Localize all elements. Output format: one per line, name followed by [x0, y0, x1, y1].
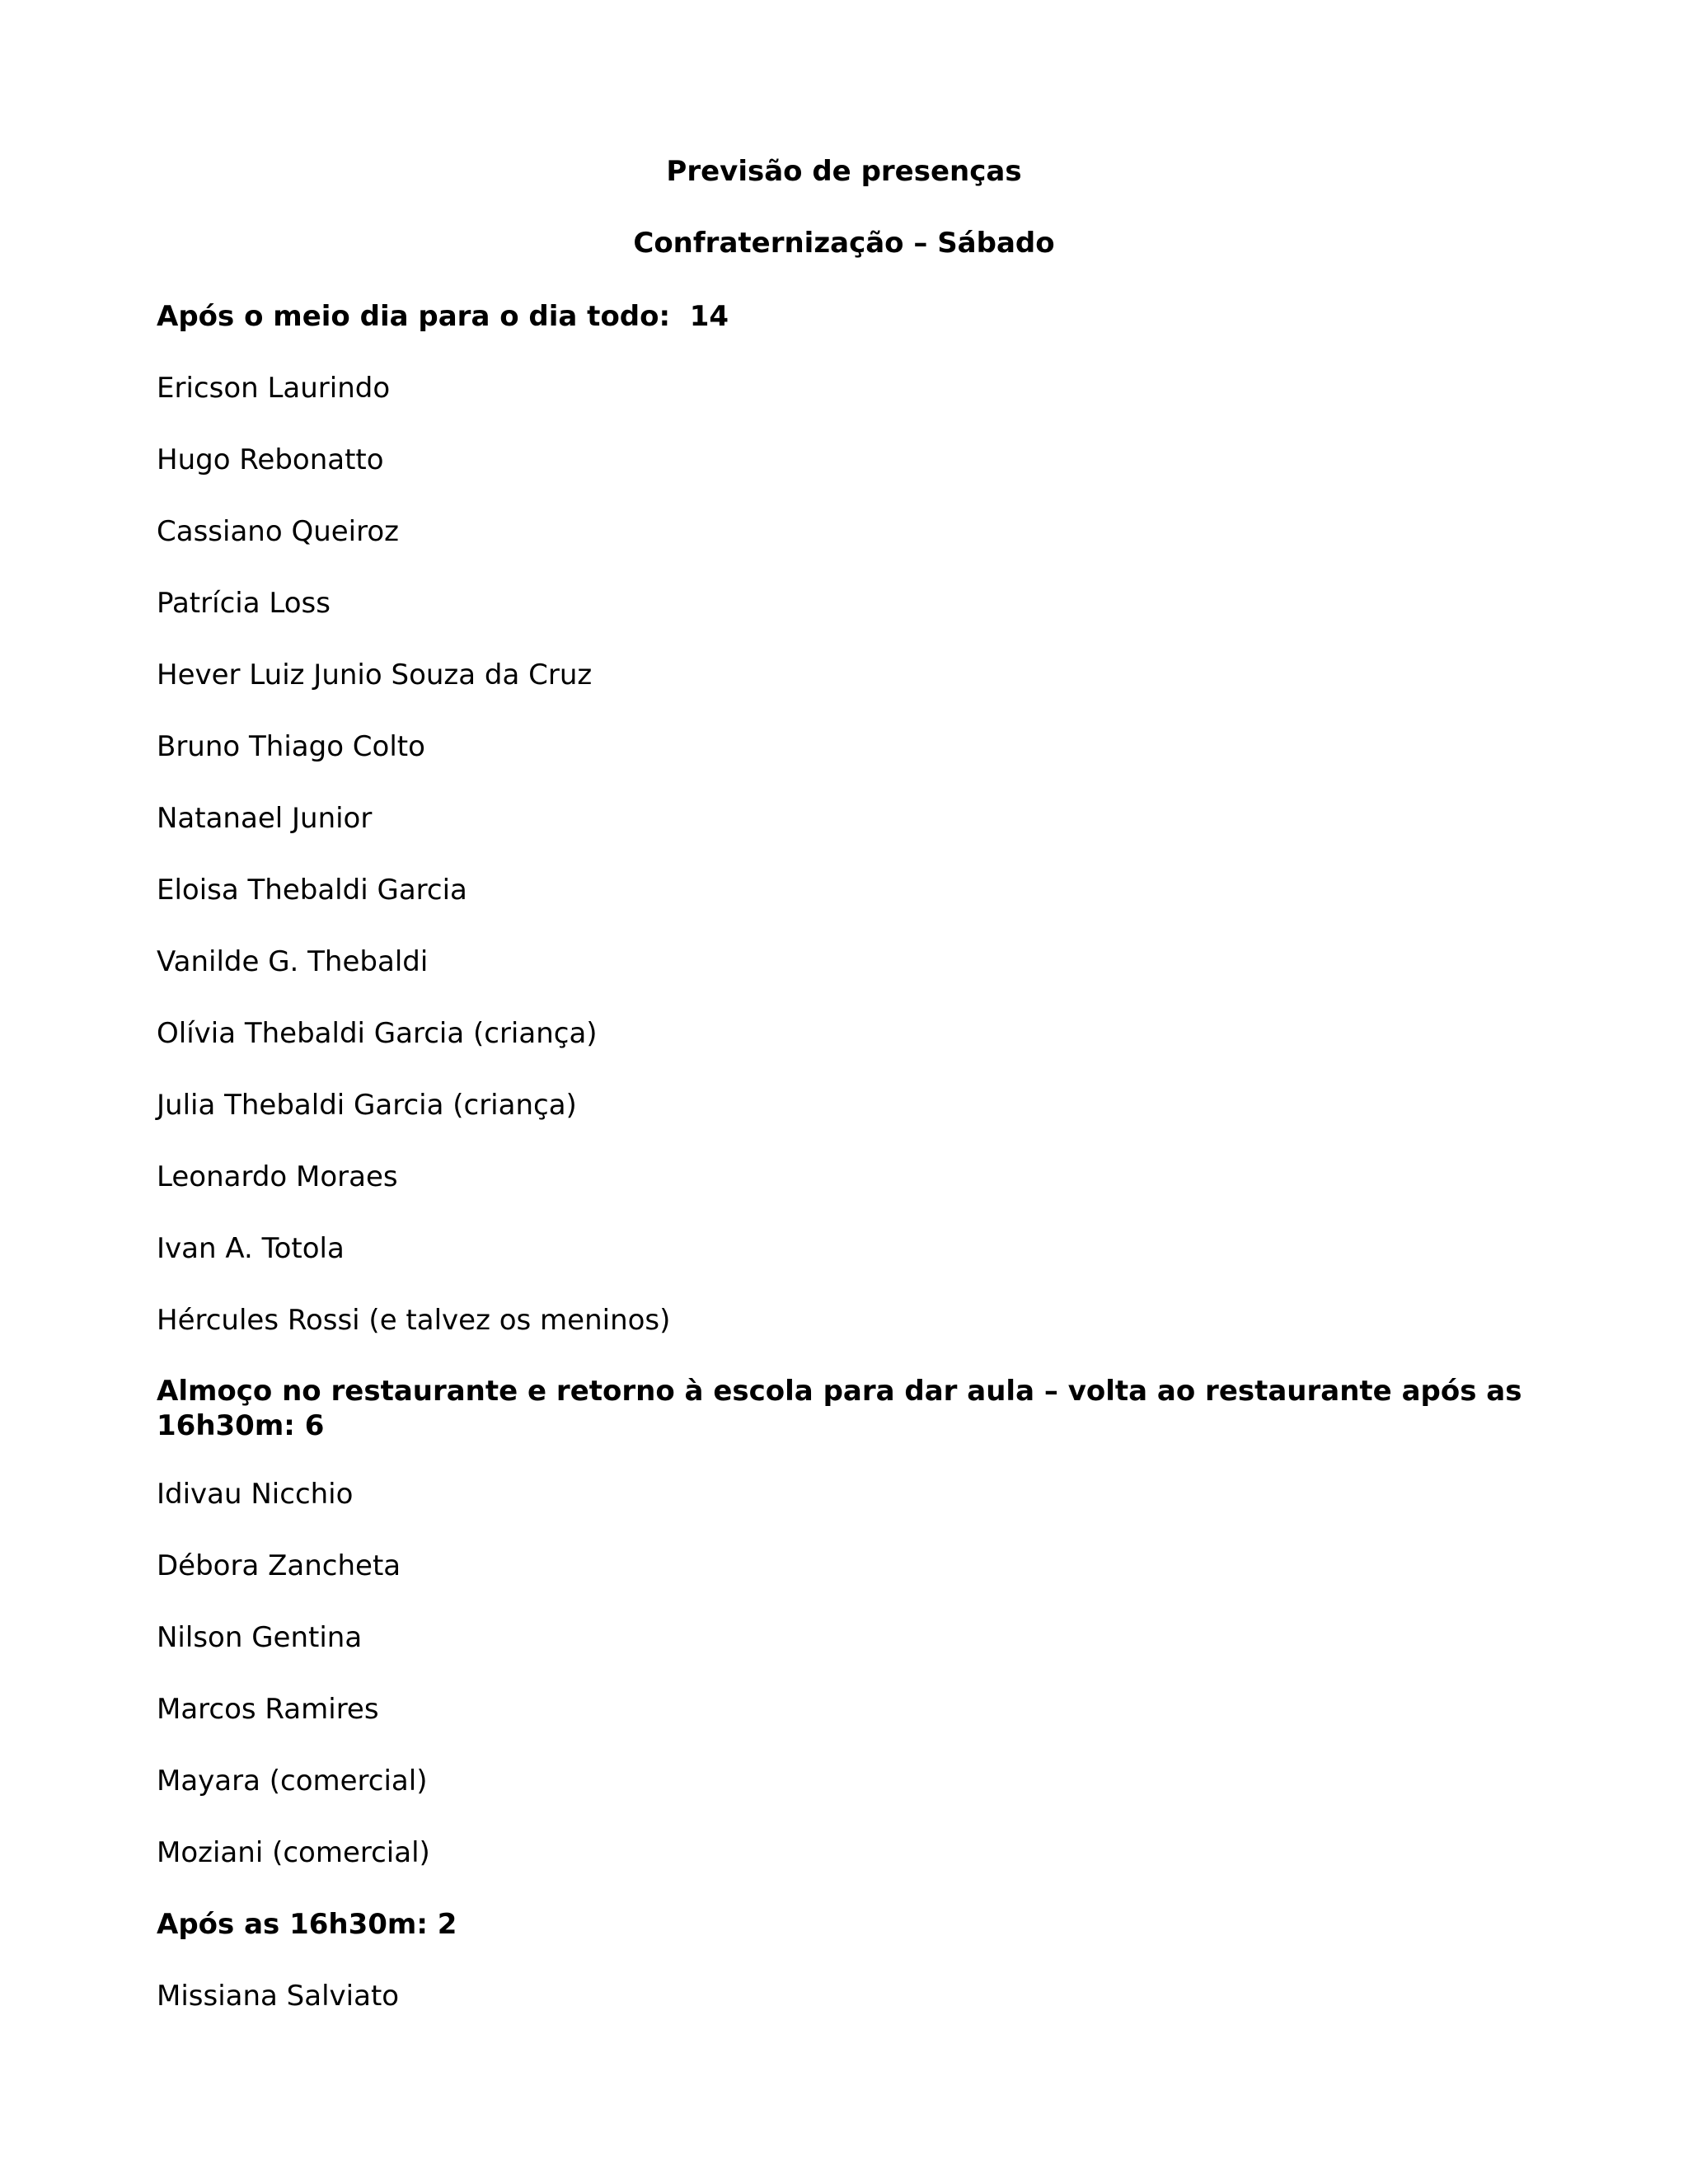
- attendee-list: [157, 1978, 1541, 2014]
- section-lunch-and-return: [157, 1374, 1541, 1871]
- section-heading: Após o meio dia para o dia todo: 14: [157, 300, 729, 333]
- attendee-name: Marcos Ramires: [157, 1693, 379, 1726]
- attendee-name: Bruno Thiago Colto: [157, 730, 425, 763]
- attendee-name: Eloisa Thebaldi Garcia: [157, 874, 467, 907]
- attendee-name: Nilson Gentina: [157, 1621, 363, 1654]
- attendee-name: Natanael Junior: [157, 802, 373, 835]
- attendee-list: [157, 1476, 1541, 1871]
- section-after-1630: [157, 1906, 1541, 2014]
- section-heading: Após as 16h30m: 2: [157, 1908, 457, 1941]
- attendee-name: Leonardo Moraes: [157, 1160, 398, 1193]
- document-subtitle: Confraternização – Sábado: [633, 227, 1055, 260]
- document-title: Previsão de presenças: [666, 155, 1022, 188]
- section-heading: Almoço no restaurante e retorno à escola para dar aula – volta ao restaurante após as 16h30m: 6: [157, 1375, 1532, 1442]
- attendee-name: Ericson Laurindo: [157, 372, 391, 405]
- attendee-name: Julia Thebaldi Garcia (criança): [157, 1089, 577, 1122]
- attendee-name: Missiana Salviato: [157, 1980, 400, 2013]
- attendee-name: Patrícia Loss: [157, 587, 331, 620]
- document-body: [157, 298, 1541, 2050]
- attendee-list: [157, 370, 1541, 1338]
- attendee-name: Ivan A. Totola: [157, 1232, 345, 1265]
- attendee-name: Idivau Nicchio: [157, 1478, 354, 1511]
- section-all-day: [157, 298, 1541, 1338]
- attendee-name: Hugo Rebonatto: [157, 443, 384, 476]
- attendee-name: Olívia Thebaldi Garcia (criança): [157, 1017, 598, 1050]
- attendee-name: Mayara (comercial): [157, 1765, 428, 1797]
- attendee-name: Moziani (comercial): [157, 1836, 430, 1869]
- attendee-name: Vanilde G. Thebaldi: [157, 945, 429, 978]
- attendee-name: Hércules Rossi (e talvez os meninos): [157, 1304, 671, 1337]
- attendee-name: Cassiano Queiroz: [157, 515, 399, 548]
- attendee-name: Hever Luiz Junio Souza da Cruz: [157, 658, 593, 691]
- attendee-name: Débora Zancheta: [157, 1549, 401, 1582]
